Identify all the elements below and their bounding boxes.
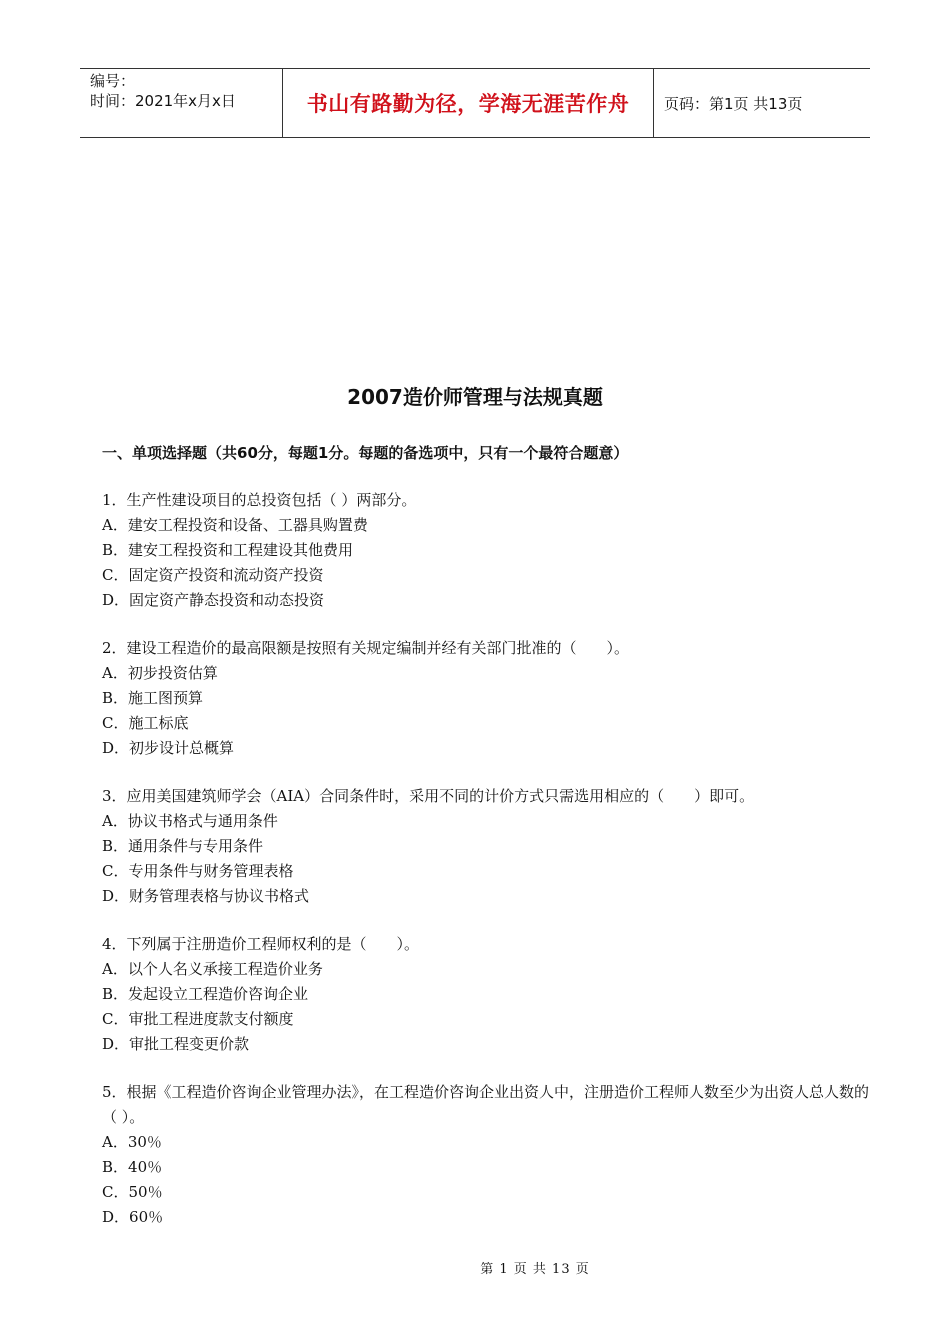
option-d: D．财务管理表格与协议书格式 xyxy=(102,887,310,905)
question-stem: 4．下列属于注册造价工程师权利的是（ ）。 xyxy=(102,935,420,953)
option-b: B．施工图预算 xyxy=(102,689,204,707)
option-d: D．60％ xyxy=(102,1208,164,1226)
option-b: B．通用条件与专用条件 xyxy=(102,837,264,855)
option-a: A．30％ xyxy=(102,1133,162,1151)
time-label: 时间：2021年x月x日 xyxy=(90,92,236,110)
question-2 xyxy=(102,636,892,761)
option-a: A．建安工程投资和设备、工器具购置费 xyxy=(102,516,368,534)
page-info: 页码：第1页 共13页 xyxy=(664,94,803,113)
option-a: A．以个人名义承接工程造价业务 xyxy=(102,960,323,978)
option-b: B．40％ xyxy=(102,1158,163,1176)
option-d: D．审批工程变更价款 xyxy=(102,1035,250,1053)
question-stem: 1．生产性建设项目的总投资包括（ ）两部分。 xyxy=(102,491,417,509)
serial-label: 编号： xyxy=(90,72,136,90)
option-b: B．建安工程投资和工程建设其他费用 xyxy=(102,541,354,559)
page-footer: 第 1 页 共 13 页 xyxy=(480,1262,590,1277)
option-c: C．施工标底 xyxy=(102,714,189,732)
question-stem: 5．根据《工程造价咨询企业管理办法》，在工程造价咨询企业出资人中，注册造价工程师人数至少为出资人总人数的（ ）。 xyxy=(102,1083,870,1126)
motto: 书山有路勤为径，学海无涯苦作舟 xyxy=(306,92,630,116)
question-stem: 3．应用美国建筑师学会（AIA）合同条件时，采用不同的计价方式只需选用相应的（ ）即可。 xyxy=(102,787,755,805)
option-c: C．审批工程进度款支付额度 xyxy=(102,1010,294,1028)
option-b: B．发起设立工程造价咨询企业 xyxy=(102,985,309,1003)
question-4 xyxy=(102,932,892,1057)
question-5 xyxy=(102,1080,892,1230)
option-c: C．50％ xyxy=(102,1183,163,1201)
section-heading: 一、单项选择题（共60分，每题1分。每题的备选项中，只有一个最符合题意） xyxy=(102,444,629,462)
question-list xyxy=(102,488,892,1253)
document-title: 2007造价师管理与法规真题 xyxy=(347,385,603,409)
header-motto-cell xyxy=(282,69,654,137)
option-c: C．专用条件与财务管理表格 xyxy=(102,862,294,880)
option-a: A．协议书格式与通用条件 xyxy=(102,812,278,830)
header-page-cell xyxy=(654,69,870,137)
page-header xyxy=(80,68,870,138)
question-1 xyxy=(102,488,892,613)
question-3 xyxy=(102,784,892,909)
option-d: D．初步设计总概算 xyxy=(102,739,235,757)
option-c: C．固定资产投资和流动资产投资 xyxy=(102,566,324,584)
question-stem: 2．建设工程造价的最高限额是按照有关规定编制并经有关部门批准的（ ）。 xyxy=(102,639,630,657)
header-meta xyxy=(80,69,282,137)
option-d: D．固定资产静态投资和动态投资 xyxy=(102,591,325,609)
option-a: A．初步投资估算 xyxy=(102,664,218,682)
